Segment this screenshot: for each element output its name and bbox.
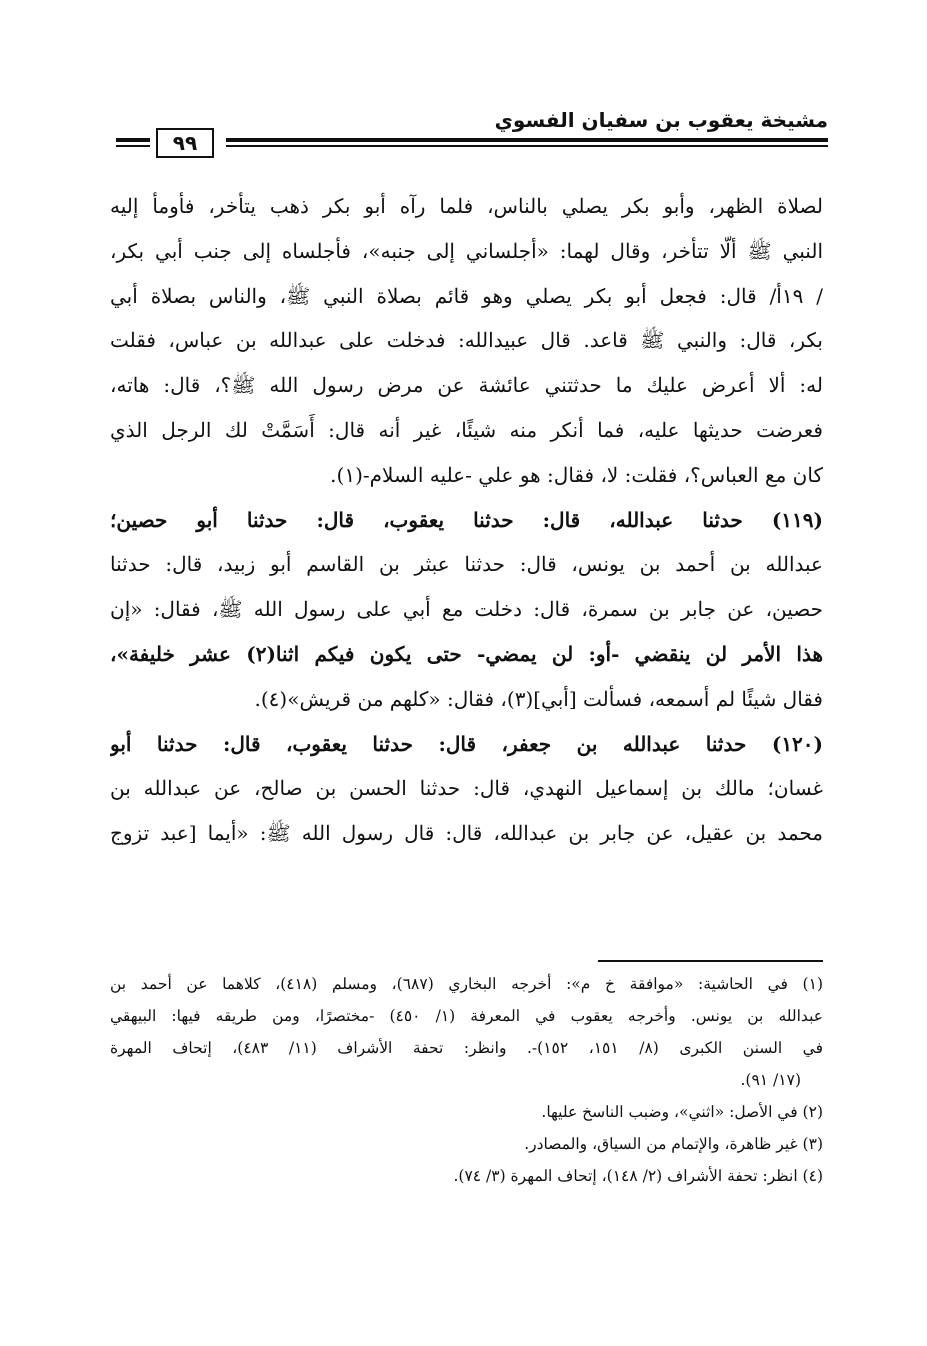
footnote-line: (١) في الحاشية: «موافقة خ م»: أخرجه البخاري (٦٨٧)، ومسلم (٤١٨)، كلاهما عن أحمد بن <box>110 975 823 993</box>
hadith-119-line: (١١٩) حدثنا عبدالله، قال: حدثنا يعقوب، قال: حدثنا أبو حصين؛ <box>110 507 823 532</box>
text-line: / ١٩أ/ قال: فجعل أبو بكر يصلي وهو قائم بصلاة النبي ﷺ، والناس بصلاة أبي <box>110 283 823 308</box>
footnotes <box>110 968 823 1192</box>
footnote-3: (٣) غير ظاهرة، والإتمام من السياق، والمصادر. <box>524 1135 823 1153</box>
footnote-line: عبدالله بن يونس. وأخرجه يعقوب في المعرفة (١/ ٤٥٠) -مختصرًا، ومن طريقه فيها: البيهقي <box>110 1007 823 1025</box>
header-rule-thick <box>226 138 828 142</box>
footnote-line: (١٧/ ٩١). <box>740 1071 801 1089</box>
text-line: فعرضت حديثها عليه، فما أنكر منه شيئًا، غير أنه قال: أَسَمَّتْ لك الرجل الذي <box>110 417 823 442</box>
text-line: هذا الأمر لن ينقضي -أو: لن يمضي- حتى يكون فيكم اثنا(٢) عشر خليفة»، <box>110 641 823 666</box>
page-header <box>108 108 828 160</box>
hadith-120-line: (١٢٠) حدثنا عبدالله بن جعفر، قال: حدثنا يعقوب، قال: حدثنا أبو <box>110 731 823 756</box>
footnote-separator <box>598 960 823 962</box>
text-line: بكر، قال: والنبي ﷺ قاعد. قال عبيدالله: فدخلت على عبدالله بن عباس، فقلت <box>110 328 823 353</box>
text-line: له: ألا أعرض عليك ما حدثتني عائشة عن مرض رسول الله ﷺ؟، قال: هاته، <box>110 373 823 398</box>
header-rule-thin <box>226 145 828 147</box>
header-rule-left-thick <box>116 138 150 142</box>
footnote-line: في السنن الكبرى (٨/ ١٥١، ١٥٢)-. وانظر: تحفة الأشراف (١١/ ٤٨٣)، إتحاف المهرة <box>110 1039 823 1057</box>
text-line: محمد بن عقيل، عن جابر بن عبدالله، قال: قال رسول الله ﷺ: «أيما [عبد تزوج <box>110 821 823 846</box>
footnote-2: (٢) في الأصل: «اثني»، وضبب الناسخ عليها. <box>541 1103 823 1121</box>
footnote-4: (٤) انظر: تحفة الأشراف (٢/ ١٤٨)، إتحاف المهرة (٣/ ٧٤). <box>453 1167 823 1185</box>
text-line: حصين، عن جابر بن سمرة، قال: دخلت مع أبي على رسول الله ﷺ، فقال: «إن <box>110 597 823 622</box>
text-line: لصلاة الظهر، وأبو بكر يصلي بالناس، فلما رآه أبو بكر ذهب يتأخر، فأومأ إليه <box>110 194 823 218</box>
main-text <box>110 184 823 856</box>
running-title: مشيخة يعقوب بن سفيان الفسوي <box>494 108 828 132</box>
header-rule-left-thin <box>116 145 150 147</box>
text-line: النبي ﷺ ألّا تتأخر، وقال لهما: «أجلساني إلى جنبه»، فأجلساه إلى جنب أبي بكر، <box>110 238 823 263</box>
text-line: كان مع العباس؟، فقلت: لا، فقال: هو علي -عليه السلام-(١). <box>330 462 823 487</box>
text-line: فقال شيئًا لم أسمعه، فسألت [أبي](٣)، فقال: «كلهم من قريش»(٤). <box>254 686 823 711</box>
text-line: غسان؛ مالك بن إسماعيل النهدي، قال: حدثنا الحسن بن صالح، عن عبدالله بن <box>110 776 823 801</box>
page-number: ٩٩ <box>156 128 214 158</box>
text-line: عبدالله بن أحمد بن يونس، قال: حدثنا عبثر بن القاسم أبو زبيد، قال: حدثنا <box>110 552 823 577</box>
